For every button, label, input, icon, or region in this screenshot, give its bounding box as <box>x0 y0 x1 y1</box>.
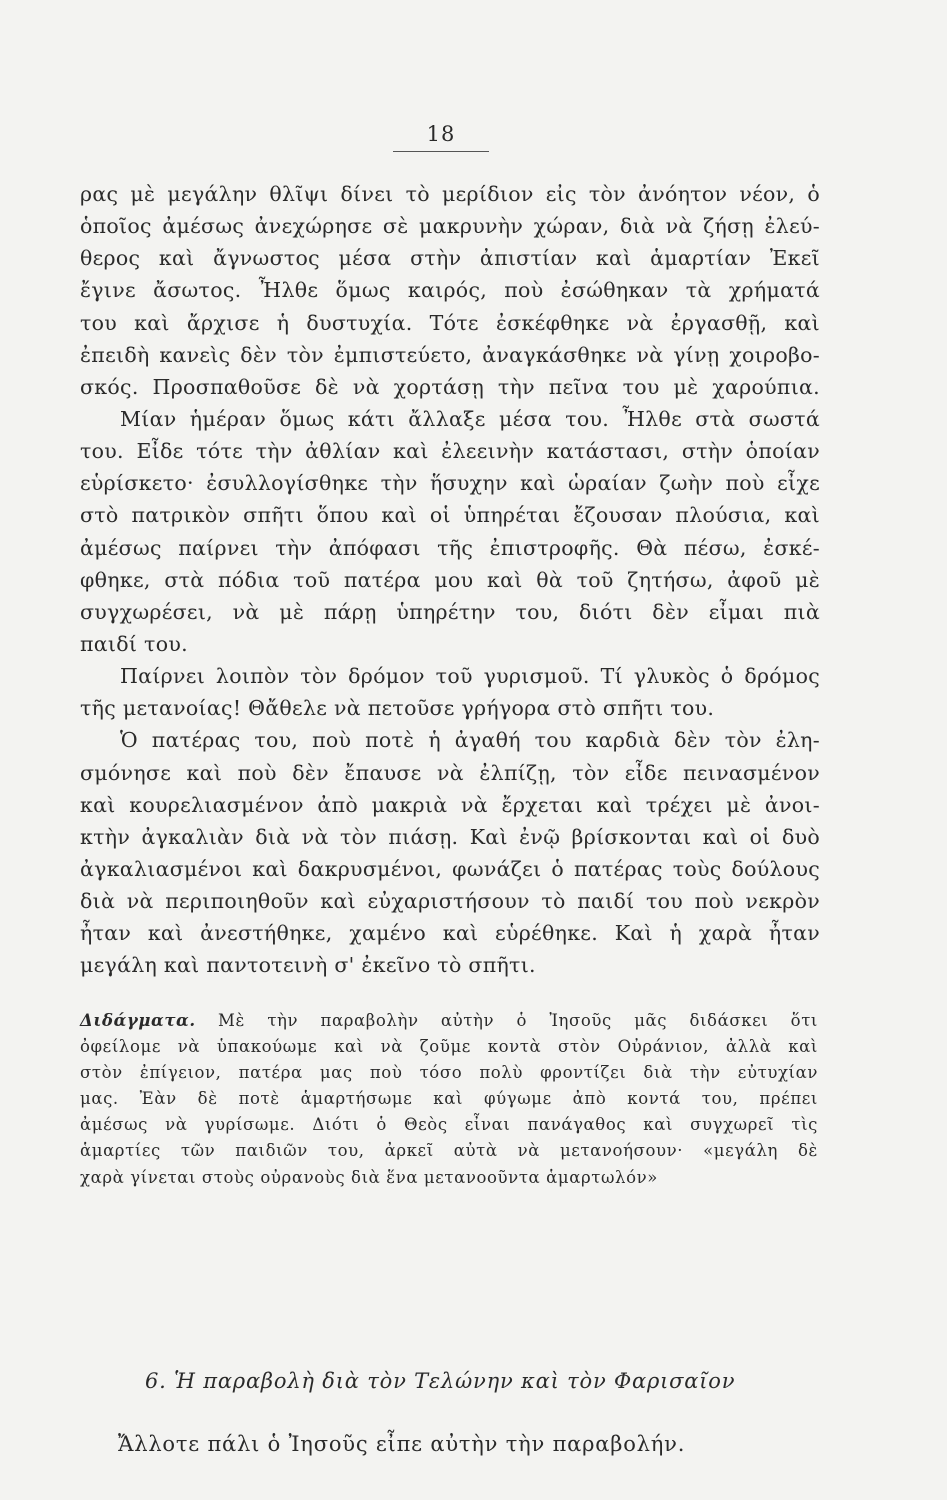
text-line: φθηκε, στὰ πόδια τοῦ πατέρα μου καὶ θὰ τοῦ ζητήσω, ἀφοῦ μὲ <box>80 567 820 592</box>
text-line: παιδί του. <box>80 631 188 656</box>
closing-line: Ἄλλοτε πάλι ὁ Ἰησοῦς εἶπε αὐτὴν τὴν παραβολήν. <box>118 1432 686 1456</box>
section-heading: 6. Ἡ παραβολὴ διὰ τὸν Τελώνην καὶ τὸν Φαρισαῖον <box>145 1369 736 1393</box>
text-line: μεγάλη καὶ παντοτεινὴ σ' ἐκεῖνο τὸ σπῆτι. <box>80 953 536 978</box>
text-line: του. Εἶδε τότε τὴν ἀθλίαν καὶ ἐλεεινὴν κατάστασι, στὴν ὁποίαν <box>80 439 820 464</box>
teachings-line: ἁμαρτίες τῶν παιδιῶν του, ἀρκεῖ αὐτὰ νὰ μετανοήσουν· «μεγάλη δὲ <box>80 1141 818 1161</box>
text-line: ἀμέσως παίρνει τὴν ἀπόφασι τῆς ἐπιστροφῆς. Θὰ πέσω, ἐσκέ- <box>80 535 820 560</box>
text-line: σμόνησε καὶ ποὺ δὲν ἔπαυσε νὰ ἐλπίζῃ, τὸν εἶδε πεινασμένον <box>80 760 820 785</box>
teachings-line: ὀφείλομε νὰ ὑπακούωμε καὶ νὰ ζοῦμε κοντὰ στὸν Οὐράνιον, ἀλλὰ καὶ <box>80 1037 818 1057</box>
text-line: σκός. Προσπαθοῦσε δὲ νὰ χορτάσῃ τὴν πεῖνα του μὲ χαρούπια. <box>80 374 820 399</box>
text-line: ἔγινε ἄσωτος. Ἦλθε ὅμως καιρός, ποὺ ἐσώθηκαν τὰ χρήματά <box>80 278 820 303</box>
text-line: ἐπειδὴ κανεὶς δὲν τὸν ἐμπιστεύετο, ἀναγκάσθηκε νὰ γίνῃ χοιροβο- <box>80 342 820 367</box>
text-line: συγχωρέσει, νὰ μὲ πάρῃ ὑπηρέτην του, διότι δὲν εἶμαι πιὰ <box>80 599 820 624</box>
text-line: εὑρίσκετο· ἐσυλλογίσθηκε τὴν ἥσυχην καὶ ὡραίαν ζωὴν ποὺ εἶχε <box>80 471 820 496</box>
text-line: Μίαν ἡμέραν ὅμως κάτι ἄλλαξε μέσα του. Ἦλθε στὰ σωστά <box>120 406 820 431</box>
teachings-first-line: Μὲ τὴν παραβολὴν αὐτὴν ὁ Ἰησοῦς μᾶς διδάσκει ὅτι <box>218 1011 818 1030</box>
text-line: θερος καὶ ἄγνωστος μέσα στὴν ἀπιστίαν καὶ ἁμαρτίαν Ἐκεῖ <box>80 246 820 271</box>
text-line: διὰ νὰ περιποιηθοῦν καὶ εὐχαριστήσουν τὸ παιδί του ποὺ νεκρὸν <box>80 889 820 914</box>
text-line: τῆς μετανοίας! Θἄθελε νὰ πετοῦσε γρήγορα στὸ σπῆτι του. <box>80 696 715 721</box>
text-line: Παίρνει λοιπὸν τὸν δρόμον τοῦ γυρισμοῦ. Τί γλυκὸς ὁ δρόμος <box>120 664 820 689</box>
text-line: κτὴν ἀγκαλιὰν διὰ νὰ τὸν πιάσῃ. Καὶ ἐνῷ βρίσκονται καὶ οἱ δυὸ <box>80 824 820 849</box>
teachings-line: ἀμέσως νὰ γυρίσωμε. Διότι ὁ Θεὸς εἶναι πανάγαθος καὶ συγχωρεῖ τὶς <box>80 1115 818 1135</box>
teachings-label: Διδάγματα. <box>80 1011 196 1030</box>
text-line: ὁποῖος ἀμέσως ἀνεχώρησε σὲ μακρυνὴν χώραν, διὰ νὰ ζήσῃ ἐλεύ- <box>80 214 820 239</box>
text-line: στὸ πατρικὸν σπῆτι ὅπου καὶ οἱ ὑπηρέται ἔζουσαν πλούσια, καὶ <box>80 503 820 528</box>
page-number-rule <box>393 151 489 152</box>
teachings-line <box>80 1008 818 1034</box>
text-line: ἦταν καὶ ἀνεστήθηκε, χαμένο καὶ εὑρέθηκε. Καὶ ἡ χαρὰ ἦταν <box>80 921 820 946</box>
teachings-note <box>80 1008 818 1191</box>
text-line: ἀγκαλιασμένοι καὶ δακρυσμένοι, φωνάζει ὁ πατέρας τοὺς δούλους <box>80 856 820 881</box>
body-text <box>80 178 820 982</box>
text-line: καὶ κουρελιασμένον ἀπὸ μακριὰ νὰ ἔρχεται καὶ τρέχει μὲ ἀνοι- <box>80 792 820 817</box>
text-line: ρας μὲ μεγάλην θλῖψι δίνει τὸ μερίδιον εἰς τὸν ἀνόητον νέον, ὁ <box>80 182 820 206</box>
page-number: 18 <box>426 122 456 146</box>
text-line: του καὶ ἄρχισε ἡ δυστυχία. Τότε ἐσκέφθηκε νὰ ἐργασθῇ, καὶ <box>80 310 820 335</box>
text-line: Ὁ πατέρας του, ποὺ ποτὲ ἡ ἀγαθή του καρδιὰ δὲν τὸν ἐλη- <box>120 728 820 753</box>
teachings-line: μας. Ἐὰν δὲ ποτὲ ἁμαρτήσωμε καὶ φύγωμε ἀπὸ κοντά του, πρέπει <box>80 1089 818 1109</box>
teachings-line: στὸν ἐπίγειον, πατέρα μας ποὺ τόσο πολὺ φροντίζει διὰ τὴν εὐτυχίαν <box>80 1063 818 1083</box>
teachings-line: χαρὰ γίνεται στοὺς οὐρανοὺς διὰ ἕνα μετανοοῦντα ἁμαρτωλόν» <box>80 1167 658 1187</box>
